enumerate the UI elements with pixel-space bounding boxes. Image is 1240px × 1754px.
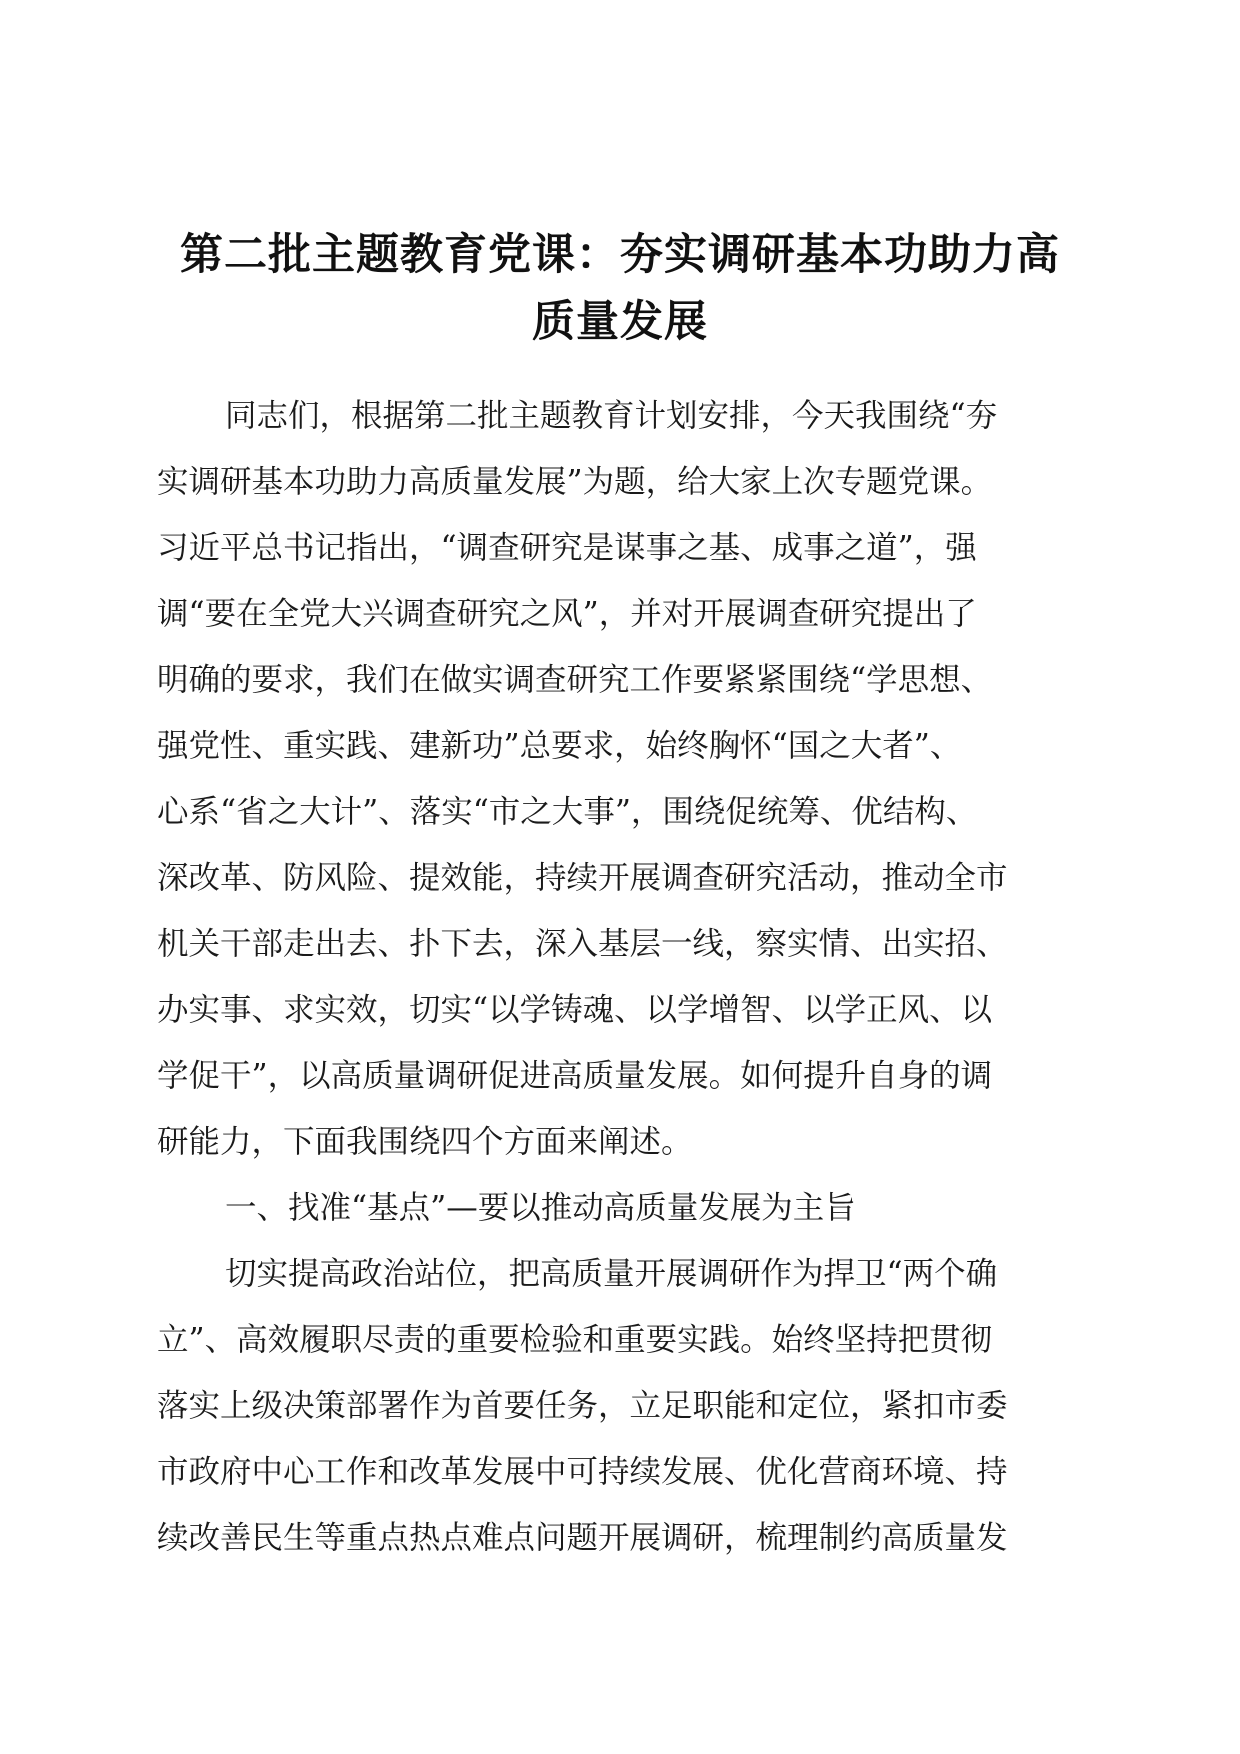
paragraph-intro-line: 实调研基本功助力高质量发展”为题，给大家上次专题党课。 <box>157 464 993 500</box>
paragraph-section1-line: 续改善民生等重点热点难点问题开展调研，梳理制约高质量发 <box>157 1520 1008 1556</box>
paragraph-intro-line: 强党性、重实践、建新功”总要求，始终胸怀“国之大者”、 <box>157 728 962 764</box>
paragraph-section1-line: 落实上级决策部署作为首要任务，立足职能和定位，紧扣市委 <box>157 1388 1008 1424</box>
paragraph-intro-line: 学促干”，以高质量调研促进高质量发展。如何提升自身的调 <box>157 1058 993 1094</box>
paragraph-section1-line: 切实提高政治站位，把高质量开展调研作为捍卫“两个确 <box>225 1256 998 1292</box>
paragraph-section1-line: 市政府中心工作和改革发展中可持续发展、优化营商环境、持 <box>157 1454 1008 1490</box>
title-line: 第二批主题教育党课：夯实调研基本功助力高 <box>180 230 1060 280</box>
paragraph-intro-line: 心系“省之大计”、落实“市之大事”，围绕促统筹、优结构、 <box>157 794 978 830</box>
paragraph-intro-line: 习近平总书记指出，“调查研究是谋事之基、成事之道”，强 <box>157 530 977 566</box>
document-body <box>157 383 1083 1571</box>
section-heading: 一、找准“基点”—要以推动高质量发展为主旨 <box>225 1190 856 1226</box>
paragraph-intro-line: 深改革、防风险、提效能，持续开展调查研究活动，推动全市 <box>157 860 1008 896</box>
title-line: 质量发展 <box>532 297 708 347</box>
paragraph-intro-line: 研能力，下面我围绕四个方面来阐述。 <box>157 1124 693 1160</box>
paragraph-intro-line: 办实事、求实效，切实“以学铸魂、以学增智、以学正风、以 <box>157 992 993 1028</box>
paragraph-intro-line: 明确的要求，我们在做实调查研究工作要紧紧围绕“学思想、 <box>157 662 993 698</box>
paragraph-section1-line: 立”、高效履职尽责的重要检验和重要实践。始终坚持把贯彻 <box>157 1322 993 1358</box>
paragraph-intro-line: 机关干部走出去、扑下去，深入基层一线，察实情、出实招、 <box>157 926 1008 962</box>
document-title <box>150 222 1090 356</box>
paragraph-intro-line: 同志们，根据第二批主题教育计划安排，今天我围绕“夯 <box>225 398 998 434</box>
paragraph-intro-line: 调“要在全党大兴调查研究之风”，并对开展调查研究提出了 <box>157 596 977 632</box>
